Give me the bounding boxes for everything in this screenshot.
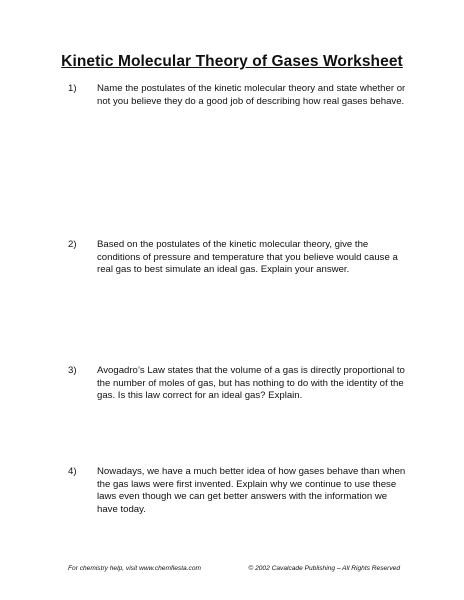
question-number: 1) [68, 83, 77, 94]
footer-help-link-text: For chemistry help, visit www.chemfiesta.com [68, 565, 202, 572]
question-number: 2) [68, 239, 77, 250]
footer-copyright: © 2002 Cavalcade Publishing – All Rights Reserved [248, 565, 400, 572]
question-text: Name the postulates of the kinetic molecular theory and state whether or not you believe they do a good job of describing how real gases behave. [97, 83, 406, 107]
question-text: Avogadro’s Law states that the volume of a gas is directly proportional to the number of moles of gas, but has nothing to do with the identity of the gas. Is this law correct for an ideal gas? Explain. [97, 365, 405, 402]
question-number: 3) [68, 365, 77, 376]
question-text: Nowadays, we have a much better idea of how gases behave than when the gas laws were first invented. Explain why we continue to use these laws even though we can get better answers with the information we have today. [97, 466, 406, 515]
question-number: 4) [68, 466, 77, 477]
question-text: Based on the postulates of the kinetic molecular theory, give the conditions of pressure and temperature that you believe would cause a real gas to best simulate an ideal gas. Explain your answer. [97, 239, 398, 276]
worksheet-title: Kinetic Molecular Theory of Gases Worksheet [61, 53, 403, 70]
